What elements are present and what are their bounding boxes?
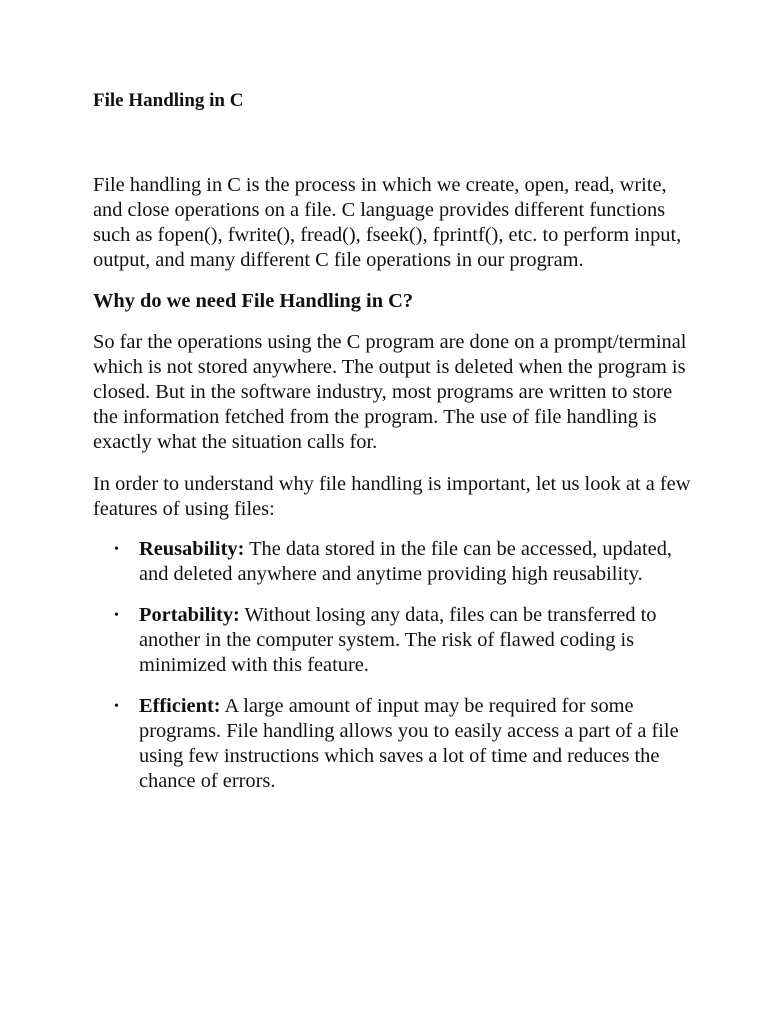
feature-text: Without losing any data, files can be transferred to another in the computer system. The risk of flawed coding is minimized with this feature. [139, 604, 657, 676]
feature-term: Portability: [139, 604, 240, 626]
bullet-icon: • [114, 542, 119, 557]
feature-text: The data stored in the file can be accessed, updated, and deleted anywhere and anytime providing high reusability. [139, 538, 673, 585]
document-title: File Handling in C [93, 90, 244, 111]
body-paragraph-1: So far the operations using the C program are done on a prompt/terminal which is not stored anywhere. The output is deleted when the program is closed. But in the software industry, most programs are written to store the information fetched from the program. The use of file handling is exactly what the situation calls for. [93, 331, 687, 453]
section-heading: Why do we need File Handling in C? [93, 290, 414, 312]
bullet-icon: • [114, 699, 119, 714]
body-paragraph-2: In order to understand why file handling is important, let us look at a few features of using files: [93, 473, 691, 520]
document-page [93, 86, 693, 810]
intro-paragraph: File handling in C is the process in which we create, open, read, write, and close operations on a file. C language provides different functions such as fopen(), fwrite(), fread(), fseek(), fprintf(), etc. to perform input, output, and many different C file operations in our program. [93, 174, 682, 271]
feature-item-portability [93, 603, 693, 678]
feature-term: Efficient: [139, 695, 221, 717]
bullet-icon: • [114, 608, 119, 623]
features-list [93, 537, 693, 794]
feature-item-reusability [93, 537, 693, 587]
feature-text: A large amount of input may be required for some programs. File handling allows you to easily access a part of a file using few instructions which saves a lot of time and reduces the chance of errors. [139, 695, 679, 792]
feature-item-efficient [93, 694, 693, 794]
feature-term: Reusability: [139, 538, 245, 560]
